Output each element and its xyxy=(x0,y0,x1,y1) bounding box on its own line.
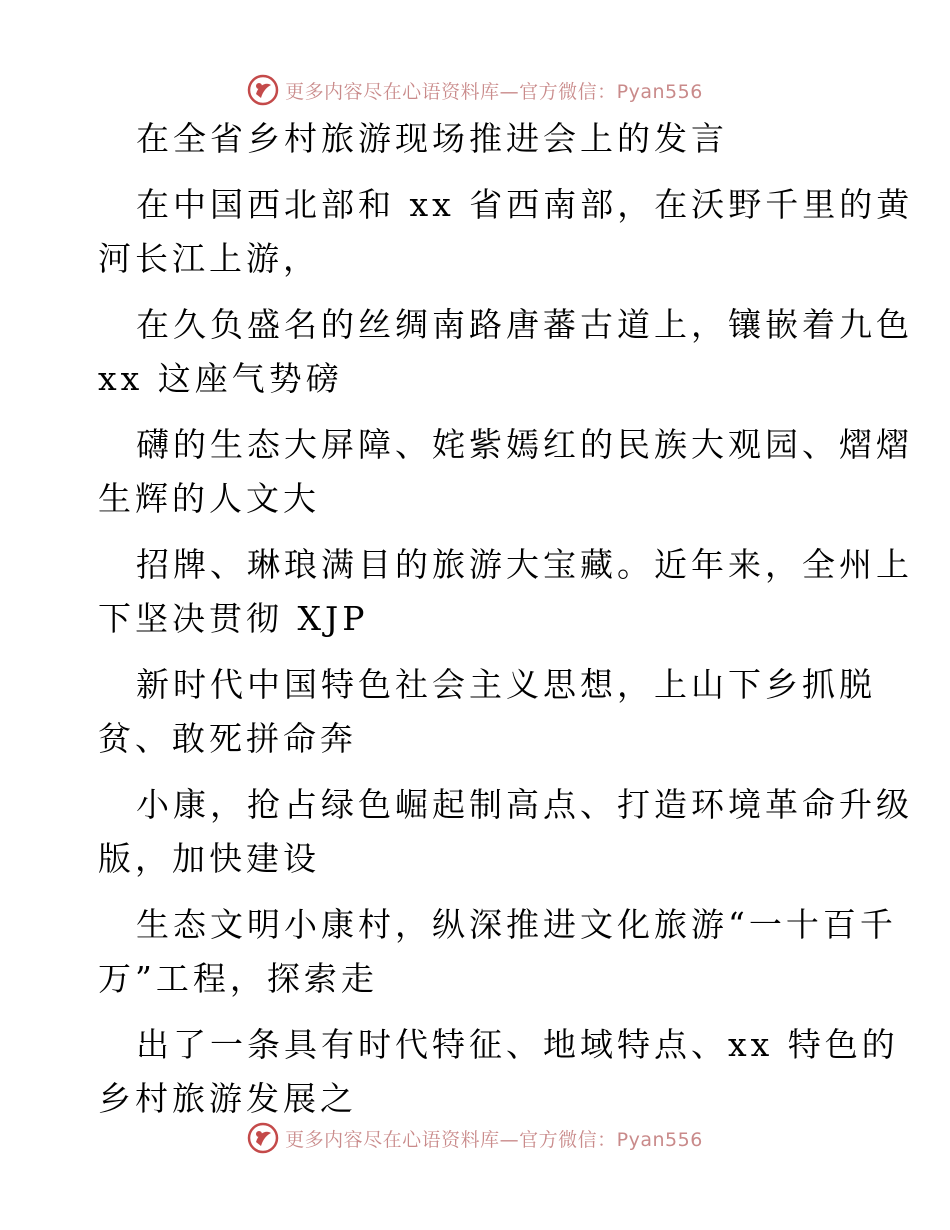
header-banner xyxy=(0,70,950,110)
paragraph-line: 生态文明小康村，纵深推进文化旅游“一十百千 xyxy=(136,905,897,944)
paragraph-line: 版，加快建设 xyxy=(98,839,320,878)
paragraph-line: 河长江上游， xyxy=(98,239,320,278)
paragraph-line: 生辉的人文大 xyxy=(98,479,320,518)
header-banner-text: 更多内容尽在心语资料库—官方微信：Pyan556 xyxy=(285,80,703,103)
paragraph-line: 下坚决贯彻 XJP xyxy=(98,599,369,638)
flower-logo-icon xyxy=(247,1122,279,1154)
paragraph-line: 贫、敢死拼命奔 xyxy=(98,719,357,758)
paragraph-line: 礴的生态大屏障、姹紫嫣红的民族大观园、熠熠 xyxy=(136,425,913,464)
paragraph-line: 乡村旅游发展之 xyxy=(98,1079,357,1118)
document-title: 在全省乡村旅游现场推进会上的发言 xyxy=(136,119,728,158)
paragraph-line: xx 这座气势磅 xyxy=(98,359,343,398)
footer-banner-text: 更多内容尽在心语资料库—官方微信：Pyan556 xyxy=(285,1128,703,1151)
paragraph-line: 在久负盛名的丝绸南路唐蕃古道上，镶嵌着九色 xyxy=(136,305,913,344)
paragraph-line: 新时代中国特色社会主义思想，上山下乡抓脱 xyxy=(136,665,876,704)
footer-banner xyxy=(0,1118,950,1158)
flower-logo-icon xyxy=(247,74,279,106)
paragraph-line: 万”工程，探索走 xyxy=(98,959,378,998)
paragraph-line: 招牌、琳琅满目的旅游大宝藏。近年来，全州上 xyxy=(136,545,913,584)
paragraph-line: 出了一条具有时代特征、地域特点、xx 特色的 xyxy=(136,1025,899,1064)
paragraph-line: 在中国西北部和 xx 省西南部，在沃野千里的黄 xyxy=(136,185,914,224)
document-body xyxy=(98,119,914,1118)
paragraph-line: 小康，抢占绿色崛起制高点、打造环境革命升级 xyxy=(136,785,913,824)
